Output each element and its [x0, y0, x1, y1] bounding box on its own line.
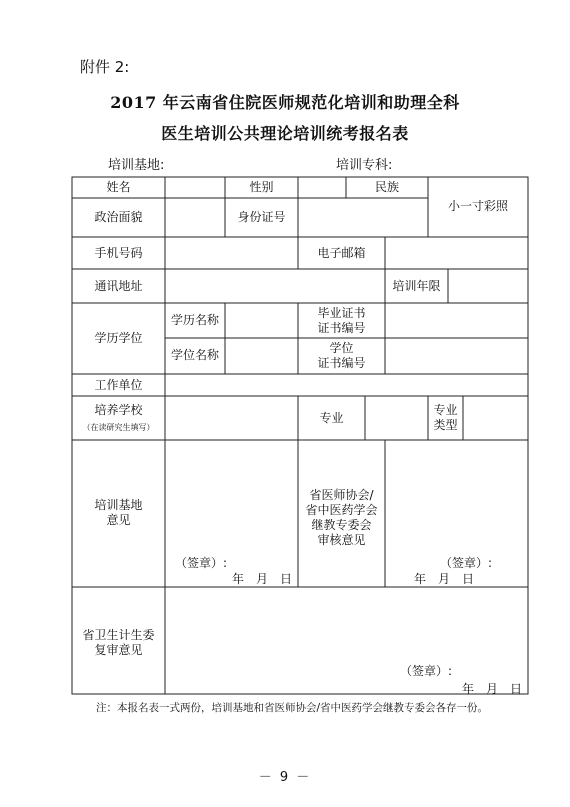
- major-label: 专业: [319, 411, 344, 425]
- training-base-label: 培训基地:: [108, 158, 165, 173]
- political-status-label: 政治面貌: [94, 210, 143, 224]
- training-specialty-label: 培训专科:: [336, 158, 393, 173]
- base-opinion-label: 培训基地 意见: [94, 498, 143, 527]
- address-label: 通讯地址: [94, 279, 143, 293]
- education-degree-label: 学历学位: [94, 331, 143, 345]
- degree-name-label: 学位名称: [170, 348, 219, 362]
- training-years-label: 培训年限: [392, 279, 441, 293]
- review-seal-label: （签章）:: [400, 664, 453, 678]
- page-number: － 9 －: [258, 770, 312, 785]
- association-opinion-label: 省医师协会/ 省中医药学会 继教专委会 审核意见: [305, 488, 378, 547]
- base-seal-label: （签章）:: [175, 556, 228, 570]
- review-opinion-label: 省卫生计生委 复审意见: [82, 628, 155, 657]
- association-date-label: 年 月 日: [414, 572, 475, 586]
- review-date-label: 年 月 日: [462, 682, 523, 696]
- training-school-label: 培养学校: [94, 403, 143, 417]
- gender-label: 性别: [249, 180, 274, 194]
- ethnicity-label: 民族: [374, 180, 399, 194]
- major-type-label: 专业 类型: [433, 403, 458, 432]
- footnote: 注：本报名表一式两份，培训基地和省医师协会/省中医药学会继教专委会各存一份。: [96, 702, 489, 714]
- name-label: 姓名: [106, 180, 131, 194]
- training-school-note: （在读研究生填写）: [82, 423, 155, 432]
- title-line-2: 医生培训公共理论培训统考报名表: [161, 124, 409, 143]
- degree-cert-number-label: 学位 证书编号: [317, 341, 366, 370]
- attachment-label: 附件 2:: [80, 58, 130, 76]
- base-date-label: 年 月 日: [232, 572, 293, 586]
- education-name-label: 学历名称: [170, 313, 219, 327]
- work-unit-label: 工作单位: [94, 378, 143, 392]
- title-line-1: 2017 年云南省住院医师规范化培训和助理全科: [110, 93, 460, 112]
- photo-placeholder: 小一寸彩照: [447, 199, 508, 213]
- id-number-label: 身份证号: [237, 210, 286, 224]
- diploma-number-label: 毕业证书 证书编号: [317, 306, 366, 335]
- phone-label: 手机号码: [94, 246, 143, 260]
- association-seal-label: （签章）:: [440, 556, 493, 570]
- email-label: 电子邮箱: [317, 246, 366, 260]
